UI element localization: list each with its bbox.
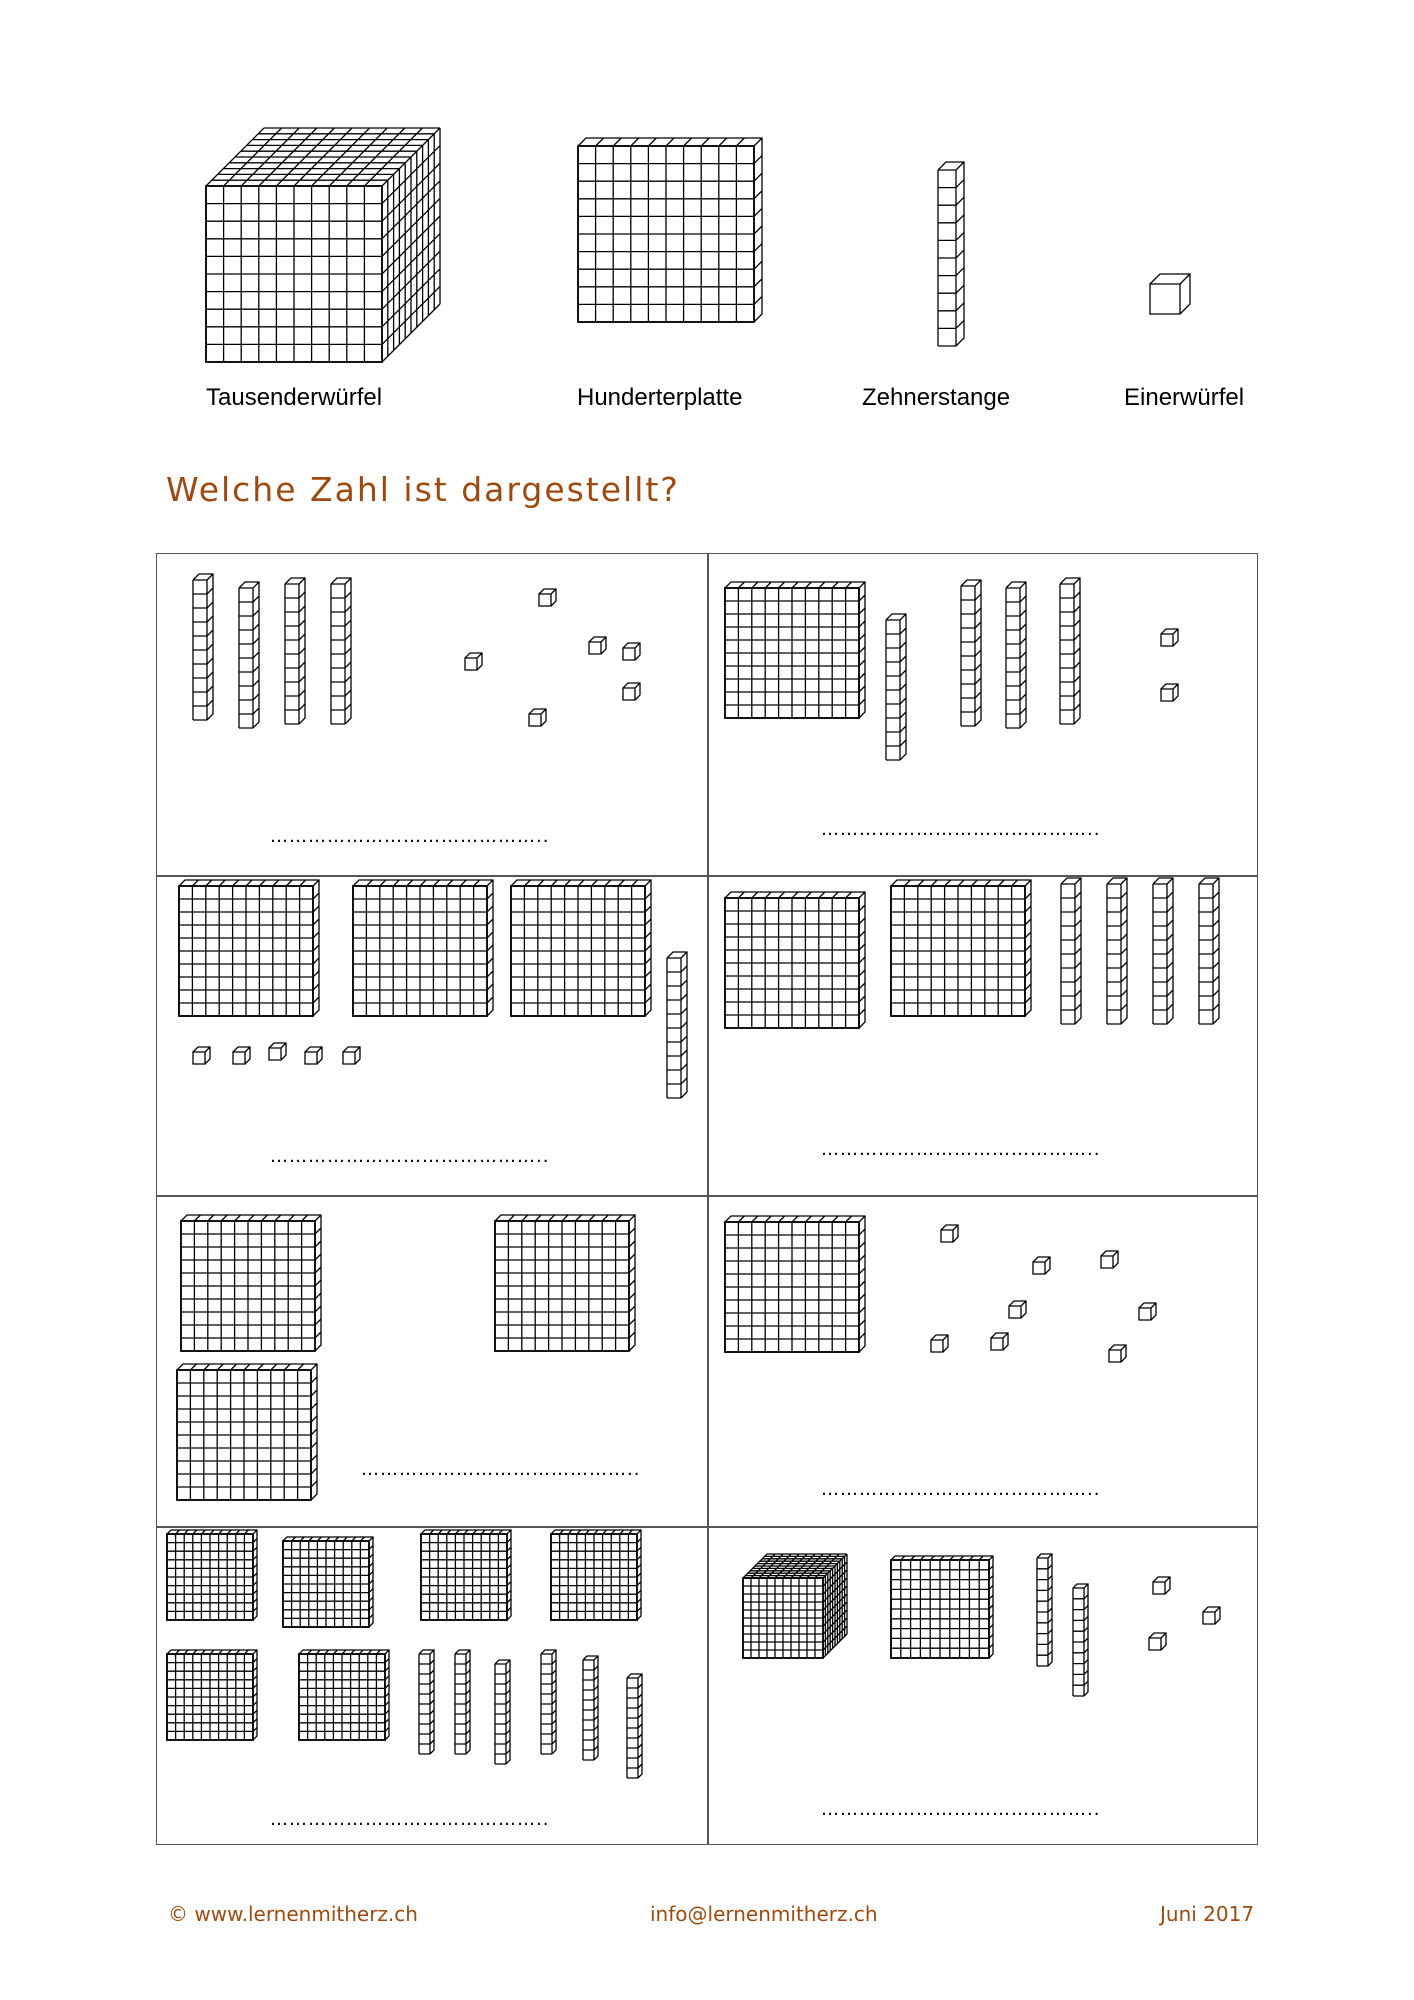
- thousand-cube-icon: [206, 128, 440, 362]
- ten-rod: [331, 578, 351, 724]
- unit-cube: [343, 1047, 360, 1064]
- unit-cube: [1153, 1577, 1170, 1594]
- hundred-plate-label: Hunderterplatte: [577, 384, 743, 411]
- unit-cube: [589, 637, 606, 654]
- unit-cube: [1139, 1303, 1156, 1320]
- unit-cube: [1109, 1345, 1126, 1362]
- answer-line-7[interactable]: ……………………………………..: [270, 1809, 550, 1830]
- ten-rod: [1199, 878, 1219, 1024]
- answer-line-1[interactable]: ……………………………………..: [270, 826, 550, 847]
- footer-date: Juni 2017: [1160, 1902, 1255, 1926]
- ten-rod: [285, 578, 305, 724]
- ten-rod: [667, 952, 687, 1098]
- unit-cube: [465, 653, 482, 670]
- unit-cube: [539, 589, 556, 606]
- ten-rod-icon: [938, 162, 964, 346]
- ten-rod-label: Zehnerstange: [862, 384, 1011, 411]
- unit-cube: [1033, 1257, 1050, 1274]
- thousand-cube: [743, 1554, 847, 1658]
- hundred-plate: [421, 1530, 511, 1620]
- unit-cube: [193, 1047, 210, 1064]
- unit-cube: [529, 709, 546, 726]
- unit-cube: [1203, 1607, 1220, 1624]
- thousand-cube-label: Tausenderwürfel: [206, 384, 383, 411]
- unit-cube: [931, 1335, 948, 1352]
- footer-website: © www.lernenmitherz.ch: [168, 1902, 418, 1926]
- footer-email: info@lernenmitherz.ch: [650, 1902, 878, 1926]
- hundred-plate: [891, 880, 1031, 1016]
- hundred-plate: [299, 1650, 389, 1740]
- unit-cube: [1009, 1301, 1026, 1318]
- ten-rod: [1107, 878, 1127, 1024]
- hundred-plate: [177, 1364, 317, 1500]
- unit-cube-label: Einerwürfel: [1124, 384, 1245, 411]
- ten-rod: [239, 582, 259, 728]
- unit-cube-icon: [1150, 274, 1190, 314]
- ten-rod: [1006, 582, 1026, 728]
- hundred-plate: [725, 582, 865, 718]
- hundred-plate: [167, 1530, 257, 1620]
- ten-rod: [193, 574, 213, 720]
- unit-cube: [1161, 684, 1178, 701]
- ten-rod: [961, 580, 981, 726]
- hundred-plate: [511, 880, 651, 1016]
- ten-rod: [541, 1650, 556, 1754]
- hundred-plate: [495, 1215, 635, 1351]
- unit-cube: [1149, 1633, 1166, 1650]
- hundred-plate: [725, 1216, 865, 1352]
- ten-rod: [1060, 578, 1080, 724]
- ten-rod: [1153, 878, 1173, 1024]
- hundred-plate: [725, 892, 865, 1028]
- unit-cube: [1161, 629, 1178, 646]
- unit-cube: [991, 1333, 1008, 1350]
- answer-line-3[interactable]: ……………………………………..: [270, 1146, 550, 1167]
- hundred-plate: [283, 1537, 373, 1627]
- ten-rod: [886, 614, 906, 760]
- exercise-heading: Welche Zahl ist dargestellt?: [166, 470, 680, 509]
- hundred-plate: [167, 1650, 257, 1740]
- unit-cube: [941, 1225, 958, 1242]
- unit-cube: [1101, 1251, 1118, 1268]
- exercise-grid: [156, 553, 1258, 1845]
- ten-rod: [455, 1650, 470, 1754]
- ten-rod: [583, 1656, 598, 1760]
- ten-rod: [1061, 878, 1081, 1024]
- hundred-plate: [353, 880, 493, 1016]
- answer-line-4[interactable]: ……………………………………..: [821, 1139, 1101, 1160]
- unit-cube: [233, 1047, 250, 1064]
- hundred-plate: [179, 880, 319, 1016]
- hundred-plate: [181, 1215, 321, 1351]
- answer-line-5[interactable]: ……………………………………..: [361, 1459, 641, 1480]
- ten-rod: [1037, 1554, 1052, 1666]
- hundred-plate: [891, 1556, 993, 1658]
- unit-cube: [623, 683, 640, 700]
- answer-line-2[interactable]: ……………………………………..: [821, 819, 1101, 840]
- unit-cube: [623, 643, 640, 660]
- ten-rod: [419, 1650, 434, 1754]
- ten-rod: [495, 1660, 510, 1764]
- answer-line-8[interactable]: ……………………………………..: [821, 1799, 1101, 1820]
- unit-cube: [269, 1043, 286, 1060]
- hundred-plate: [551, 1530, 641, 1620]
- hundred-plate-icon: [578, 138, 762, 322]
- ten-rod: [627, 1674, 642, 1778]
- exercise-illustrations: [157, 554, 1259, 1846]
- ten-rod: [1073, 1584, 1088, 1696]
- unit-cube: [305, 1047, 322, 1064]
- answer-line-6[interactable]: ……………………………………..: [821, 1479, 1101, 1500]
